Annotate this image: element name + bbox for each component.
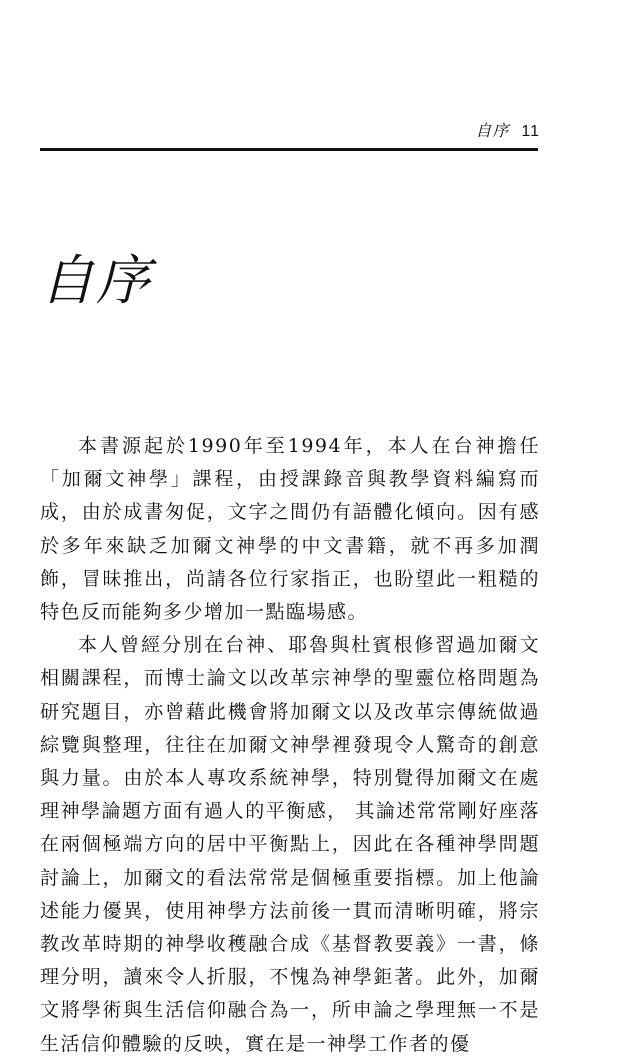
page-number: 11 bbox=[521, 123, 540, 140]
running-header bbox=[475, 118, 540, 141]
paragraph-2: 本人曾經分別在台神、耶魯與杜賓根修習過加爾文相關課程，而博士論文以改革宗神學的聖靈位格問題為研究題目，亦曾藉此機會將加爾文以及改革宗傳統做過綜覽與整理，往往在加爾文神學裡發現令人驚奇的創意與力量。由於本人專攻系統神學，特別覺得加爾文在處理神學論題方面有過人的平衡感， 其論述常常剛好座落在兩個極端方向的居中平衡點上，因此在各種神學問題討論上，加爾文的看法常常是個極重要指標。加上他論述能力優異，使用神學方法前後一貫而清晰明確，將宗教改革時期的神學收穫融合成《基督教要義》一書，條理分明，讀來令人折服，不愧為神學鉅著。此外，加爾文將學術與生活信仰融合為一，所申論之學理無一不是生活信仰體驗的反映，實在是一神學工作者的優 bbox=[40, 634, 540, 1055]
header-rule bbox=[40, 148, 538, 151]
running-title: 自序 bbox=[475, 121, 510, 140]
body-text bbox=[40, 430, 540, 1061]
chapter-title: 自序 bbox=[40, 249, 152, 312]
paragraph-1: 本書源起於1990年至1994年，本人在台神擔任「加爾文神學」課程，由授課錄音與教學資料編寫而成，由於成書匆促，文字之間仍有語體化傾向。因有感於多年來缺乏加爾文神學的中文書籍，就不再多加潤飾，冒昧推出，尚請各位行家指正，也盼望此一粗糙的特色反而能夠多少增加一點臨場感。 bbox=[40, 435, 540, 624]
